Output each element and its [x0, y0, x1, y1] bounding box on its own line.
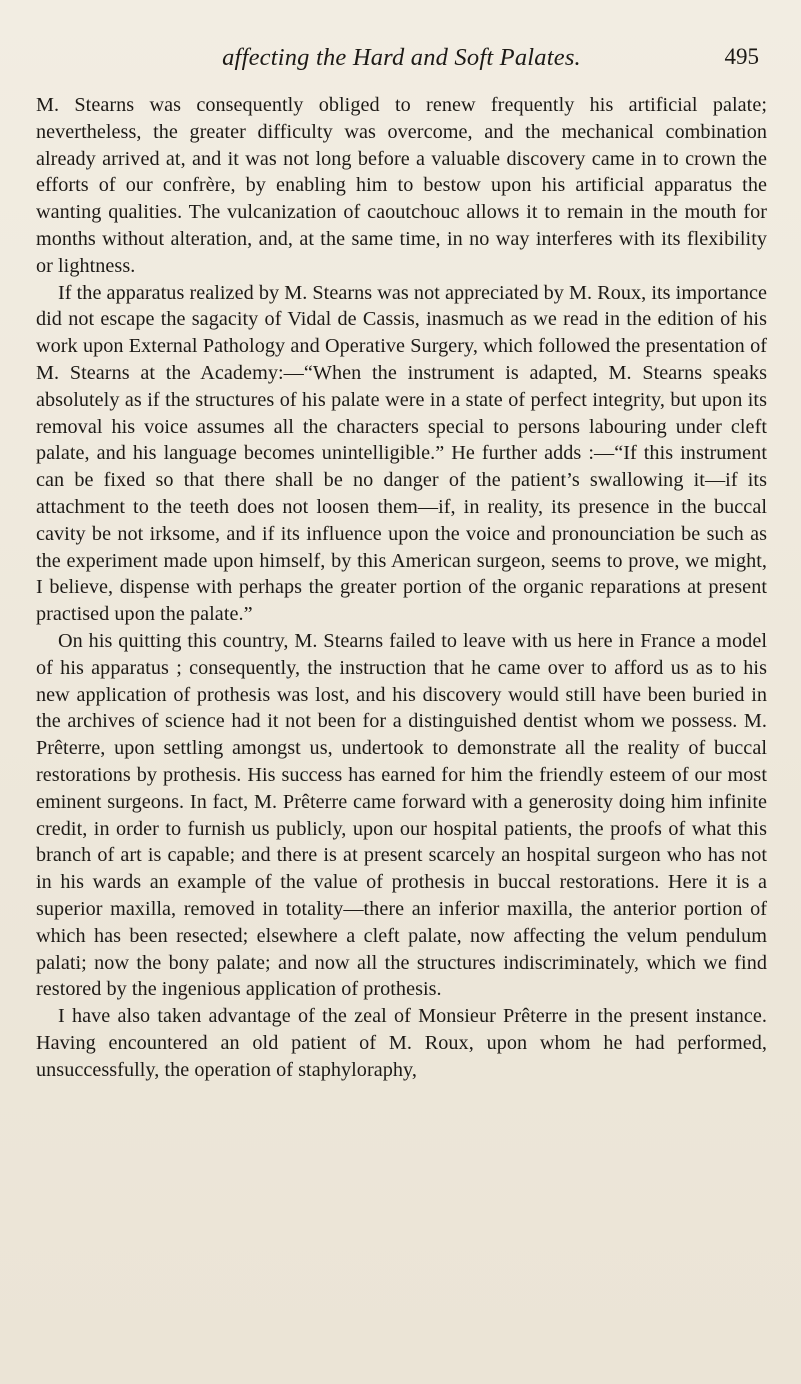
- paragraph-1: M. Stearns was consequently obliged to renew frequently his artificial palate; nevertheless, the greater difficulty was overcome, and the mechanical combination already arrived at, and it was not long before a valuable discovery came in to crown the efforts of our confrère, by enabling him to bestow upon his artificial apparatus the wanting qualities. The vulcanization of caoutchouc allows it to remain in the mouth for months without alteration, and, at the same time, in no way interferes with its flexibility or lightness.: [36, 94, 767, 277]
- paragraph-4: I have also taken advantage of the zeal of Monsieur Prêterre in the present instance. Having encountered an old patient of M. Roux, upon whom he had performed, unsuccessfully, the operation of staphyloraphy,: [36, 1005, 767, 1081]
- paragraph-3: On his quitting this country, M. Stearns failed to leave with us here in France a model of his apparatus ; consequently, the instruction that he came over to afford us as to his new application of prothesis was lost, and his discovery would still have been buried in the archives of science had it not been for a distinguished dentist whom we possess. M. Prêterre, upon settling amongst us, undertook to demonstrate all the reality of buccal restorations by prothesis. His success has earned for him the friendly esteem of our most eminent surgeons. In fact, M. Prêterre came forward with a generosity doing him infinite credit, in order to furnish us publicly, upon our hospital patients, the proofs of what this branch of art is capable; and there is at present scarcely an hospital surgeon who has not in his wards an example of the value of prothesis in buccal restorations. Here it is a superior maxilla, removed in totality—there an inferior maxilla, the anterior portion of which has been resected; elsewhere a cleft palate, now affecting the velum pendulum palati; now the bony palate; and now all the structures indiscriminately, which we find restored by the ingenious application of prothesis.: [36, 629, 767, 1001]
- body-text: [36, 92, 767, 1083]
- running-header: [36, 44, 767, 78]
- running-title: affecting the Hard and Soft Palates.: [222, 44, 581, 71]
- page-number: 495: [724, 44, 759, 69]
- paragraph-2: If the apparatus realized by M. Stearns was not appreciated by M. Roux, its importance did not escape the sagacity of Vidal de Cassis, inasmuch as we read in the edition of his work upon External Pathology and Operative Surgery, which followed the presentation of M. Stearns at the Academy:—“When the instrument is adapted, M. Stearns speaks absolutely as if the structures of his palate were in a state of perfect integrity, but upon its removal his voice assumes all the characters special to persons labouring under cleft palate, and his language becomes unintelligible.” He further adds :—“If this instrument can be fixed so that there shall be no danger of the patient’s swallowing it—if its attachment to the teeth does not loosen them—if, in reality, its presence in the buccal cavity be not irksome, and if its influence upon the voice and pronounciation be such as the experiment made upon himself, by this American surgeon, seems to prove, we might, I believe, dispense with perhaps the greater portion of the organic reparations at present practised upon the palate.”: [36, 281, 767, 626]
